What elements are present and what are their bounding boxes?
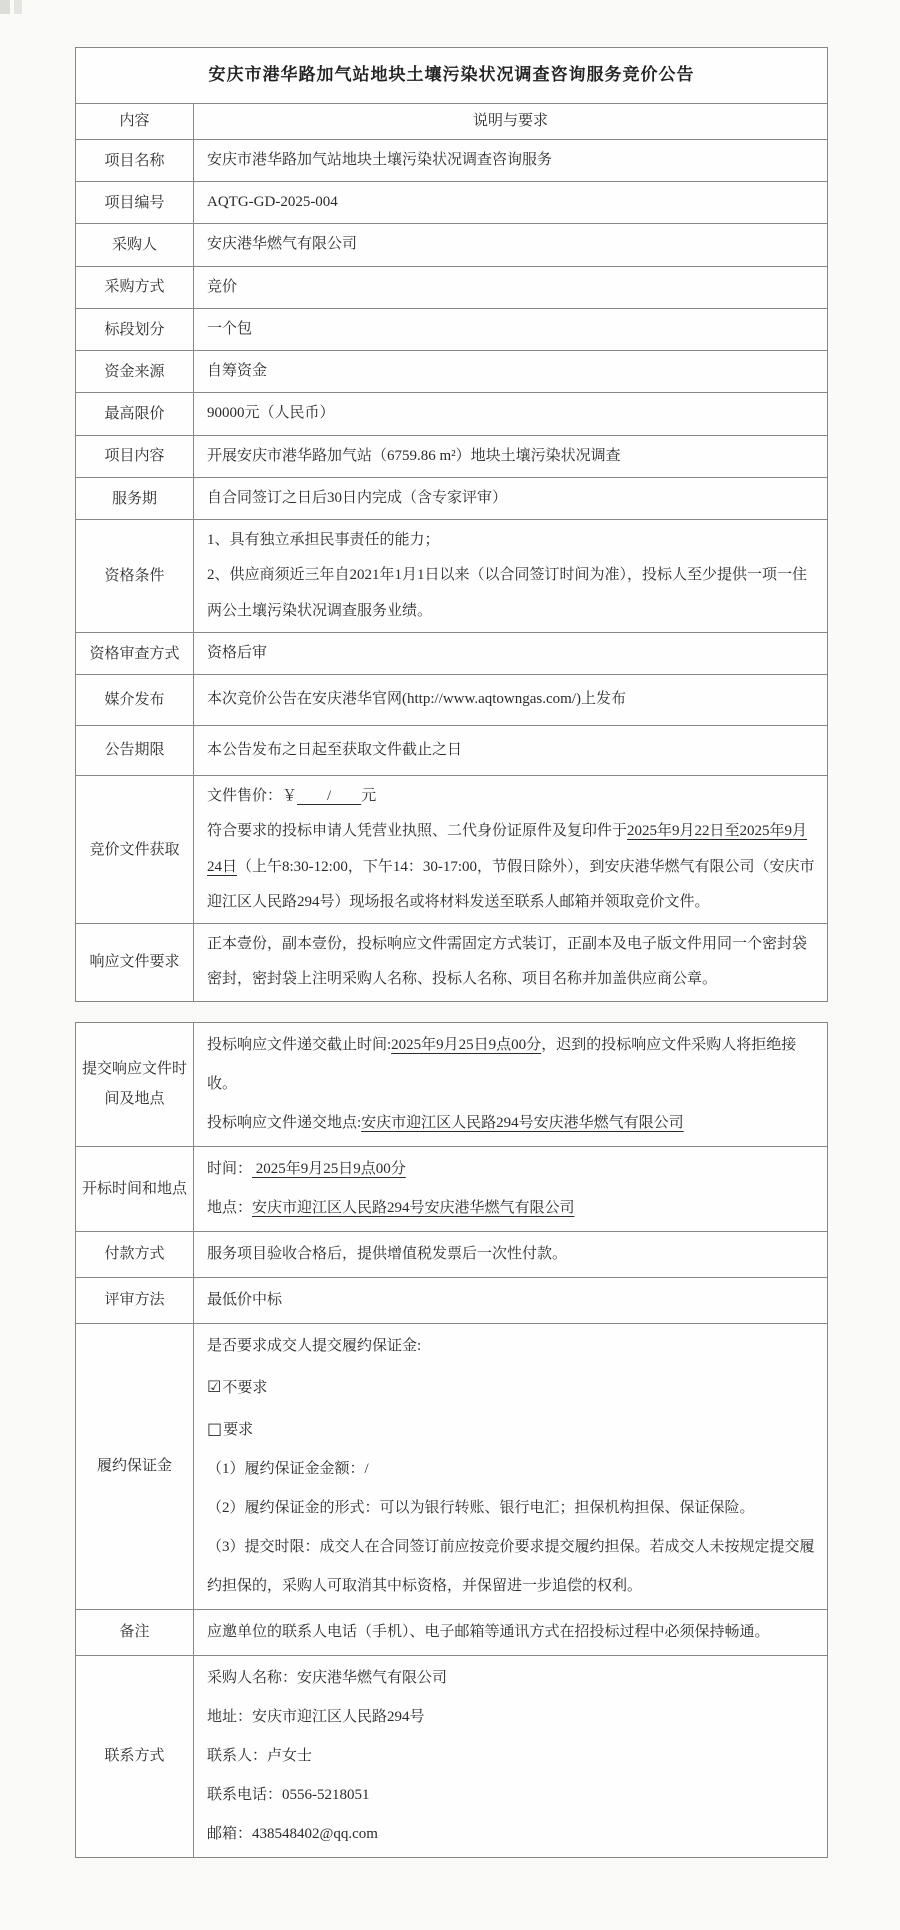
content-line — [207, 1698, 817, 1737]
text-segment: （上午8:30-12:00，下午14：30-17:00，节假日除外），到安庆港华燃气有限公司（安庆市迎江区人民路294号）现场报名或将材料发送至联系人邮箱并领取竞价文件。 — [207, 858, 815, 910]
table-row — [76, 182, 827, 224]
content-line — [207, 1366, 817, 1408]
underlined-text: 安庆市迎江区人民路294号安庆港华燃气有限公司 — [252, 1199, 575, 1216]
text-segment: 投标响应文件递交地点: — [207, 1114, 362, 1131]
content-line — [207, 481, 817, 516]
text-segment: （2）履约保证金的形式：可以为银行转账、银行电汇；担保机构担保、保证保险。 — [207, 1499, 755, 1516]
text-segment: 联系电话：0556-5218051 — [207, 1786, 370, 1803]
row-content — [194, 1610, 827, 1655]
content-line — [207, 1815, 817, 1854]
underlined-text: 2025年9月22日至2025年9月24日 — [207, 823, 808, 875]
row-content — [194, 924, 827, 1001]
row-label: 资金来源 — [76, 351, 194, 392]
table-row — [76, 436, 827, 478]
announcement-document — [0, 47, 900, 1858]
content-line — [207, 1150, 817, 1189]
row-content — [194, 1147, 827, 1231]
text-segment: 正本壹份，副本壹份，投标响应文件需固定方式装订，正副本及电子版文件用同一个密封袋密封，密封袋上注明采购人名称、投标人名称、项目名称并加盖供应商公章。 — [207, 936, 808, 988]
row-label: 采购人 — [76, 224, 194, 265]
text-segment: （1）履约保证金金额：/ — [207, 1460, 369, 1477]
content-line — [207, 1104, 817, 1143]
content-line — [207, 1489, 817, 1528]
content-line — [207, 185, 817, 220]
row-label: 资格条件 — [76, 520, 194, 632]
text-segment: 符合要求的投标申请人凭营业执照、二代身份证原件及复印件于 — [207, 823, 628, 840]
text-segment: 投标响应文件递交截止时间: — [207, 1036, 392, 1053]
text-segment: 应邀单位的联系人电话（手机）、电子邮箱等通讯方式在招投标过程中必须保持畅通。 — [207, 1623, 770, 1640]
row-content — [194, 309, 827, 350]
table-row — [76, 520, 827, 633]
header-row — [76, 104, 827, 140]
table-row — [76, 1147, 827, 1232]
content-line — [207, 312, 817, 347]
column-header-description: 说明与要求 — [472, 112, 548, 129]
content-line — [207, 354, 817, 389]
row-label: 项目编号 — [76, 182, 194, 223]
row-content — [194, 633, 827, 674]
text-segment: 不要求 — [222, 1379, 268, 1396]
text-segment: 服务项目验收合格后，提供增值税发票后一次性付款。 — [207, 1245, 568, 1262]
content-line — [207, 729, 817, 773]
text-segment: 地址：安庆市迎江区人民路294号 — [207, 1708, 425, 1725]
row-label: 响应文件要求 — [76, 924, 194, 1001]
row-label: 联系方式 — [76, 1656, 194, 1857]
content-line — [207, 396, 817, 431]
table-row — [76, 309, 827, 351]
row-label: 公告期限 — [76, 726, 194, 776]
table-row — [76, 267, 827, 309]
text-segment: 文件售价：￥ — [207, 788, 298, 805]
text-segment: 安庆港华燃气有限公司 — [207, 236, 358, 253]
row-label: 媒介发布 — [76, 675, 194, 725]
content-line — [207, 1026, 817, 1104]
table-row — [76, 1610, 827, 1656]
table-row — [76, 924, 827, 1001]
content-line — [207, 1776, 817, 1815]
checkbox-checked-icon: ☑ — [207, 1376, 222, 1396]
content-line — [207, 1613, 817, 1652]
row-content — [194, 393, 827, 434]
text-segment: 安庆市港华路加气站地块土壤污染状况调查咨询服务 — [207, 151, 553, 168]
content-line — [207, 227, 817, 262]
content-line — [207, 1450, 817, 1489]
content-line — [207, 143, 817, 178]
row-content — [194, 478, 827, 519]
content-line — [207, 1327, 817, 1366]
column-header-description-cell — [194, 104, 827, 139]
content-line — [207, 636, 817, 671]
row-content — [194, 267, 827, 308]
text-segment: 2、供应商须近三年自2021年1月1日以来（以合同签订时间为准），投标人至少提供一项一住两公土壤污染状况调查服务业绩。 — [207, 567, 808, 619]
row-content — [194, 182, 827, 223]
content-line — [207, 814, 817, 920]
row-label: 资格审查方式 — [76, 633, 194, 674]
text-segment: 开展安庆市港华路加气站（6759.86 m²）地块土壤污染状况调查 — [207, 447, 621, 464]
content-line — [207, 1528, 817, 1606]
content-line — [207, 1281, 817, 1320]
row-label: 开标时间和地点 — [76, 1147, 194, 1231]
row-content — [194, 351, 827, 392]
table-row — [76, 224, 827, 266]
row-content — [194, 436, 827, 477]
secondary-table — [75, 1022, 828, 1858]
text-segment: 自筹资金 — [207, 363, 268, 380]
content-line — [207, 439, 817, 474]
text-segment: 地点： — [207, 1199, 253, 1216]
row-content — [194, 520, 827, 632]
content-line — [207, 779, 817, 814]
text-segment: 90000元（人民币） — [207, 405, 335, 422]
text-segment: 要求 — [223, 1421, 254, 1438]
row-content — [194, 726, 827, 776]
table-row — [76, 675, 827, 726]
text-segment: 自合同签订之日后30日内完成（含专家评审） — [207, 489, 508, 506]
text-segment: 元 — [361, 788, 377, 805]
row-label: 标段划分 — [76, 309, 194, 350]
table-row — [76, 478, 827, 520]
document-title: 安庆市港华路加气站地块土壤污染状况调查咨询服务竞价公告 — [76, 48, 827, 104]
content-line — [207, 1659, 817, 1698]
table-row — [76, 776, 827, 924]
table-row — [76, 1278, 827, 1324]
text-segment: 采购人名称：安庆港华燃气有限公司 — [207, 1669, 448, 1686]
table-row — [76, 140, 827, 182]
text-segment: 联系人：卢女士 — [207, 1747, 313, 1764]
row-label: 付款方式 — [76, 1232, 194, 1277]
text-segment: 竞价 — [207, 278, 238, 295]
row-content — [194, 1278, 827, 1323]
underlined-text: 2025年9月25日9点00分 — [252, 1160, 406, 1177]
row-label: 项目名称 — [76, 140, 194, 181]
table-row — [76, 633, 827, 675]
text-segment: ，迟到的投标响应文件采购人将拒绝接收。 — [207, 1036, 797, 1092]
content-line — [207, 1189, 817, 1228]
row-label: 履约保证金 — [76, 1324, 194, 1609]
row-label: 服务期 — [76, 478, 194, 519]
row-content — [194, 1023, 827, 1146]
text-segment: 一个包 — [207, 320, 253, 337]
underlined-text: / — [297, 788, 362, 805]
text-segment: 资格后审 — [207, 644, 268, 661]
row-content — [194, 224, 827, 265]
row-label: 评审方法 — [76, 1278, 194, 1323]
scan-artifact — [0, 0, 34, 14]
table-row — [76, 1656, 827, 1857]
row-content — [194, 675, 827, 725]
row-content — [194, 1232, 827, 1277]
content-line — [207, 678, 817, 722]
row-label: 备注 — [76, 1610, 194, 1655]
content-line — [207, 1235, 817, 1274]
underlined-text: 安庆市迎江区人民路294号安庆港华燃气有限公司 — [361, 1114, 684, 1131]
text-segment: 1、具有独立承担民事责任的能力； — [207, 532, 440, 549]
row-content — [194, 1324, 827, 1609]
text-segment: 最低价中标 — [207, 1291, 283, 1308]
table-row — [76, 393, 827, 435]
table-row — [76, 351, 827, 393]
content-line — [207, 927, 817, 998]
table-row — [76, 726, 827, 777]
row-label: 竞价文件获取 — [76, 776, 194, 923]
table-row — [76, 1324, 827, 1610]
text-segment: 本次竞价公告在安庆港华官网(http://www.aqtowngas.com/)上发布 — [207, 691, 626, 708]
table-row — [76, 1232, 827, 1278]
table-row — [76, 1023, 827, 1147]
column-header-content: 内容 — [76, 104, 194, 139]
content-line — [207, 523, 817, 558]
text-segment: （3）提交时限：成交人在合同签订前应按竞价要求提交履约担保。若成交人未按规定提交履约担保的，采购人可取消其中标资格，并保留进一步追偿的权利。 — [207, 1538, 815, 1594]
content-line — [207, 1408, 817, 1450]
row-content — [194, 140, 827, 181]
text-segment: 本公告发布之日起至获取文件截止之日 — [207, 741, 463, 758]
row-content — [194, 776, 827, 923]
text-segment: AQTG-GD-2025-004 — [207, 194, 338, 211]
row-label: 项目内容 — [76, 436, 194, 477]
content-line — [207, 270, 817, 305]
content-line — [207, 558, 817, 629]
content-line — [207, 1737, 817, 1776]
row-label: 采购方式 — [76, 267, 194, 308]
text-segment: 是否要求成交人提交履约保证金: — [207, 1337, 422, 1354]
underlined-text: 2025年9月25日9点00分 — [391, 1036, 542, 1053]
row-content — [194, 1656, 827, 1857]
main-table — [75, 47, 828, 1002]
text-segment: 时间： — [207, 1160, 253, 1177]
text-segment: 邮箱：438548402@qq.com — [207, 1825, 378, 1842]
checkbox-unchecked-icon: □ — [207, 1418, 223, 1438]
row-label: 最高限价 — [76, 393, 194, 434]
row-label: 提交响应文件时间及地点 — [76, 1023, 194, 1146]
